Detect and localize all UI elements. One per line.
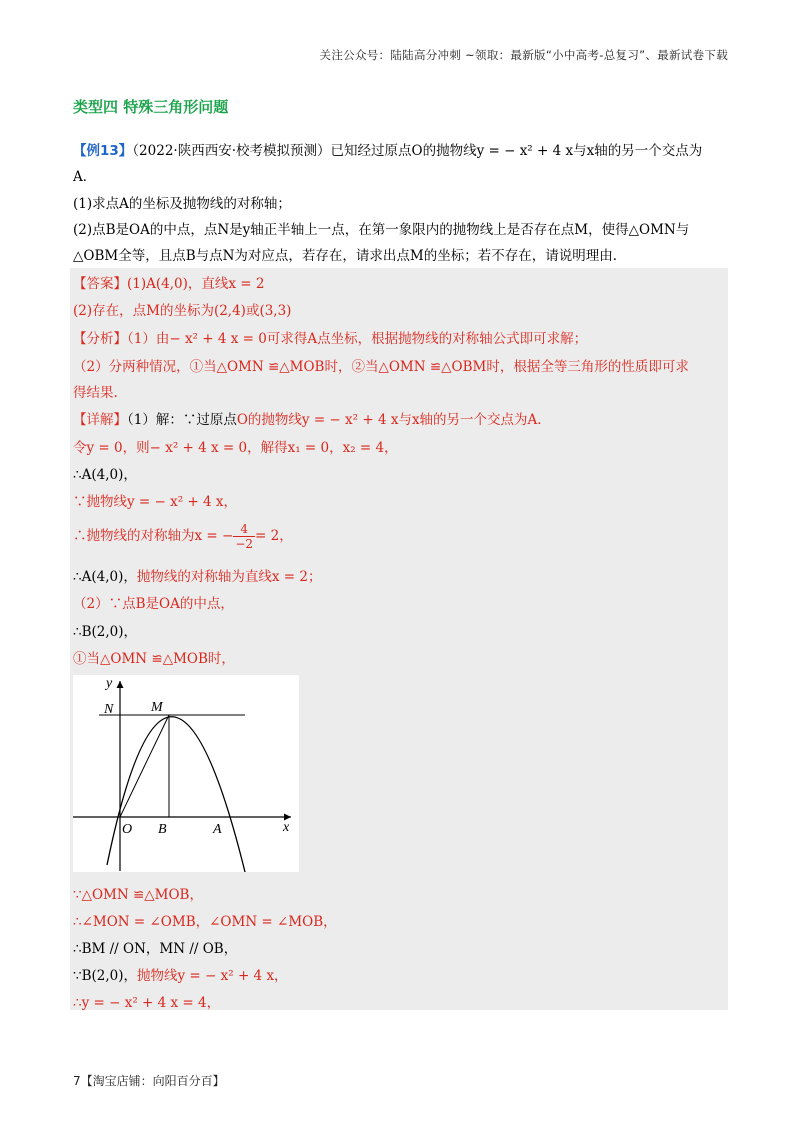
line-OM [120,715,169,817]
question-1: (1)求点A的坐标及抛物线的对称轴； [73,196,291,212]
fraction-denominator: −2 [235,537,254,551]
example-tag: 【例13】 [73,143,133,159]
detail-1-black: （1）解：∵过原点 [127,412,237,428]
detail-5-post: = 2， [255,528,293,544]
analysis-3: 得结果. [73,385,118,401]
detail-1-red: O的抛物线y = − x² + 4 x与x轴的另一个交点为A． [236,412,551,428]
detail-13 [73,966,288,986]
detail-11: ∴∠MON = ∠OMB，∠OMN = ∠MOB， [73,914,337,930]
example-line-1 [73,141,702,161]
question-2b: △OBM全等，且点B与点N为对应点，若存在，请求出点M的坐标；若不存在，请说明理由． [73,248,627,264]
label-B: B [158,822,167,837]
section-title: 类型四 特殊三角形问题 [73,98,229,116]
detail-5 [73,522,293,551]
analysis-tag: 【分析】 [73,331,127,347]
detail-6-red: 抛物线的对称轴为直线x = 2； [136,569,322,585]
detail-14: ∴y = − x² + 4 x = 4， [73,995,221,1011]
detail-5-pre: ∴抛物线的对称轴为x = − [73,528,234,544]
detail-9: ①当△OMN ≌△MOB时， [73,651,235,667]
detail-10: ∵△OMN ≌△MOB， [73,887,203,903]
example-source: （2022·陕西西安·校考模拟预测） [132,143,331,159]
answer-tag: 【答案】 [73,276,127,292]
detail-13-black: ∵B(2,0)， [73,968,138,984]
detail-13-red: 抛物线y = − x² + 4 x， [137,968,288,984]
parabola-figure [73,675,299,872]
detail-3: ∴A(4,0)， [73,467,137,483]
answer-line-1 [73,274,264,294]
detail-6-black: ∴A(4,0)， [73,569,137,585]
label-O: O [122,822,133,837]
parabola-curve [107,717,245,872]
detail-4: ∵抛物线y = − x² + 4 x， [73,494,238,510]
page-header: 关注公众号：陆陆高分冲刺 ~领取：最新版“小中高考-总复习”、最新试卷下载 [319,48,728,62]
analysis-1: （1）由− x² + 4 x = 0可求得A点坐标，根据抛物线的对称轴公式即可求解； [127,331,588,347]
page-footer: 7【淘宝店铺：向阳百分百】 [73,1074,225,1088]
fraction-numerator: 4 [233,522,255,537]
detail-12: ∴BM // ON，MN // OB， [73,941,238,957]
analysis-line-1 [73,329,587,349]
detail-8: ∴B(2,0)， [73,624,138,640]
example-line-2: A． [73,169,97,185]
detail-7: （2）∵点B是OA的中点， [73,596,234,612]
label-A: A [213,822,222,837]
answer-2: (2)存在，点M的坐标为(2,4)或(3,3) [73,303,292,319]
analysis-2: （2）分两种情况，①当△OMN ≌△MOB时，②当△OMN ≌△OBM时，根据全等三角形的性质即可求 [73,359,689,375]
answer-1: (1)A(4,0)，直线x = 2 [127,276,265,292]
label-x: x [283,820,290,835]
label-N: N [104,702,114,717]
fraction [233,522,255,551]
detail-6 [73,567,321,587]
example-text-1: 已知经过原点O的抛物线y = − x² + 4 x与x轴的另一个交点为 [330,143,703,159]
label-M: M [151,700,163,715]
detail-line-1 [73,410,551,430]
detail-tag: 【详解】 [73,412,127,428]
parabola-graph [73,675,299,872]
detail-2: 令y = 0，则− x² + 4 x = 0，解得x₁ = 0，x₂ = 4， [73,440,398,456]
question-2a: (2)点B是OA的中点，点N是y轴正半轴上一点，在第一象限内的抛物线上是否存在点M，使得△OMN与 [73,222,690,238]
label-y: y [106,676,113,691]
